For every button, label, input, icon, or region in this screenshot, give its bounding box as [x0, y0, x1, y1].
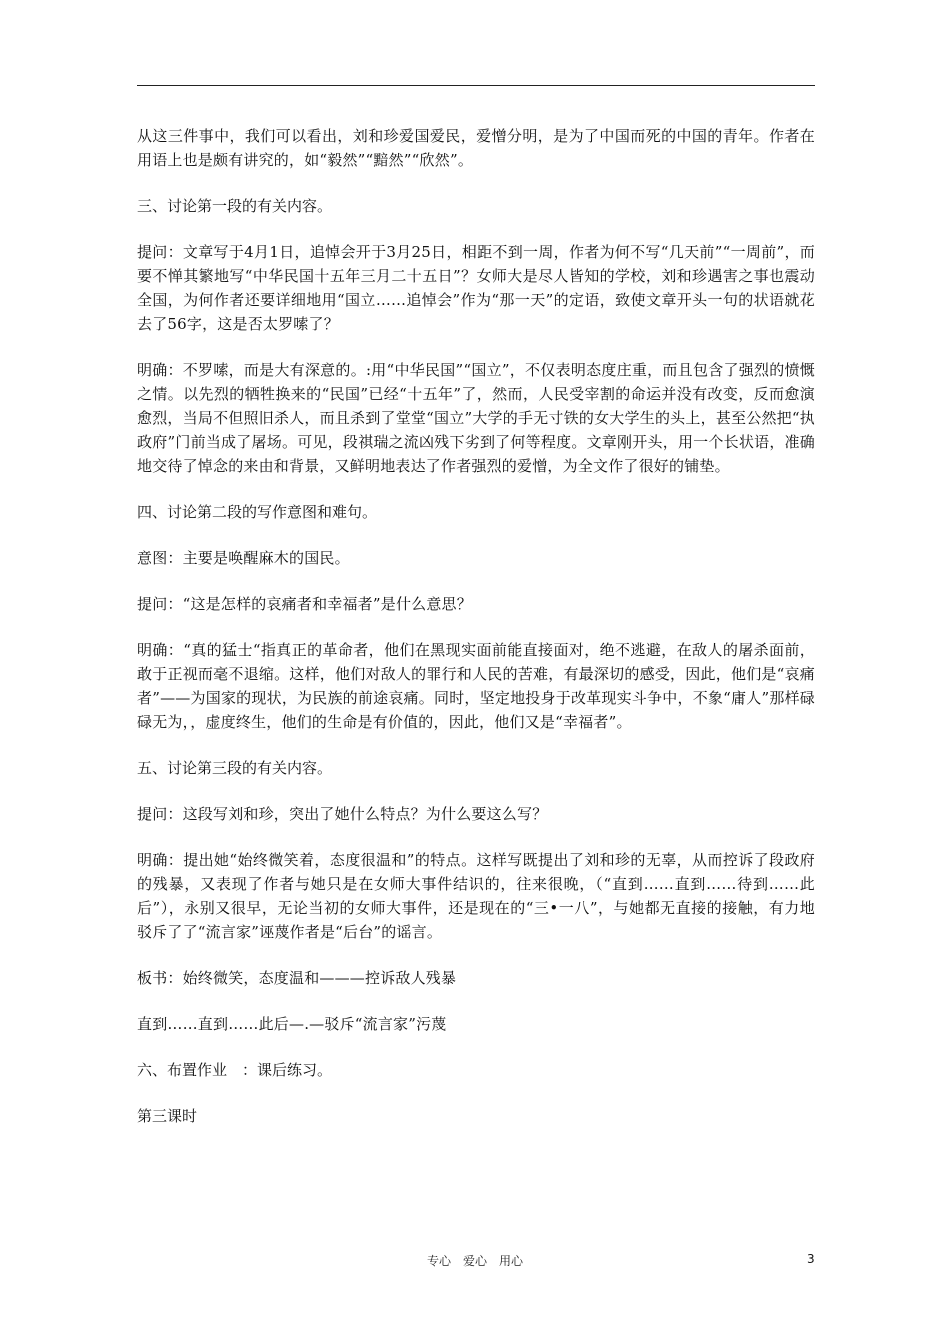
paragraph-summary: 从这三件事中，我们可以看出，刘和珍爱国爱民，爱憎分明，是为了中国而死的中国的青年。作者在用语上也是颇有讲究的，如“毅然”“黯然”“欣然”。	[137, 127, 815, 169]
header-rule	[137, 85, 815, 86]
paragraph-answer-1: 明确：不罗嗦，而是大有深意的。:用“中华民国”“国立”，不仅表明态度庄重，而且包含了强烈的愤慨之情。以先烈的牺牲换来的“民国”已经“十五年”了，然而，人民受宰割的命运并没有改变，反而愈演愈烈，当局不但照旧杀人，而且杀到了堂堂“国立”大学的手无寸铁的女大学生的头上，甚至公然把“执政府”门前当成了屠场。可见，段祺瑞之流凶残下劣到了何等程度。文章刚开头，用一个长状语，准确地交待了悼念的来由和背景，又鲜明地表达了作者强烈的爱憎，为全文作了很好的铺垫。	[137, 361, 815, 475]
section-heading-5: 五、讨论第三段的有关内容。	[137, 759, 333, 777]
page-footer: 专心 爱心 用心	[426, 1254, 523, 1268]
paragraph-question-1: 提问：文章写于4月1日，追悼会开于3月25日，相距不到一周，作者为何不写“几天前”“一周前”，而要不惮其繁地写“中华民国十五年三月二十五日”？女师大是尽人皆知的学校，刘和珍遇害之事也震动全国，为何作者还要详细地用“国立……追悼会”作为“那一天”的定语，致使文章开头一句的状语就花去了56字，这是否太罗嗦了？	[137, 243, 815, 333]
paragraph-answer-2: 明确：“真的猛士“指真正的革命者，他们在黑现实面前能直接面对，绝不逃避，在敌人的屠杀面前，敢于正视而毫不退缩。这样，他们对敌人的罪行和人民的苦难，有最深切的感受，因此，他们是“哀痛者”——为国家的现状，为民族的前途哀痛。同时，坚定地投身于改革现实斗争中，不象“庸人”那样碌碌无为，，虚度终生，他们的生命是有价值的，因此，他们又是“幸福者”。	[137, 641, 815, 731]
lesson-heading: 第三课时	[137, 1107, 198, 1125]
paragraph-board-1: 板书：始终微笑，态度温和———控诉敌人残暴	[137, 969, 457, 987]
section-heading-6: 六、布置作业 ：课后练习。	[137, 1061, 333, 1079]
document-body	[137, 124, 815, 1150]
section-heading-4: 四、讨论第二段的写作意图和难句。	[137, 503, 378, 521]
section-heading-3: 三、讨论第一段的有关内容。	[137, 197, 333, 215]
paragraph-board-2: 直到……直到……此后—.—驳斥“流言家”污蔑	[137, 1015, 447, 1033]
paragraph-answer-3: 明确：提出她“始终微笑着，态度很温和”的特点。这样写既提出了刘和珍的无辜，从而控诉了段政府的残暴，又表现了作者与她只是在女师大事件结识的，往来很晚，（“直到……直到……待到……此后”），永别又很早，无论当初的女师大事件，还是现在的“三•一八”，与她都无直接的接触，有力地驳斥了了“流言家”诬蔑作者是“后台”的谣言。	[137, 851, 815, 941]
paragraph-intent: 意图：主要是唤醒麻木的国民。	[137, 549, 350, 567]
page-number: 3	[807, 1252, 815, 1266]
paragraph-question-3: 提问：这段写刘和珍，突出了她什么特点？为什么要这么写？	[137, 805, 548, 823]
paragraph-question-2: 提问：“这是怎样的哀痛者和幸福者”是什么意思？	[137, 595, 472, 613]
